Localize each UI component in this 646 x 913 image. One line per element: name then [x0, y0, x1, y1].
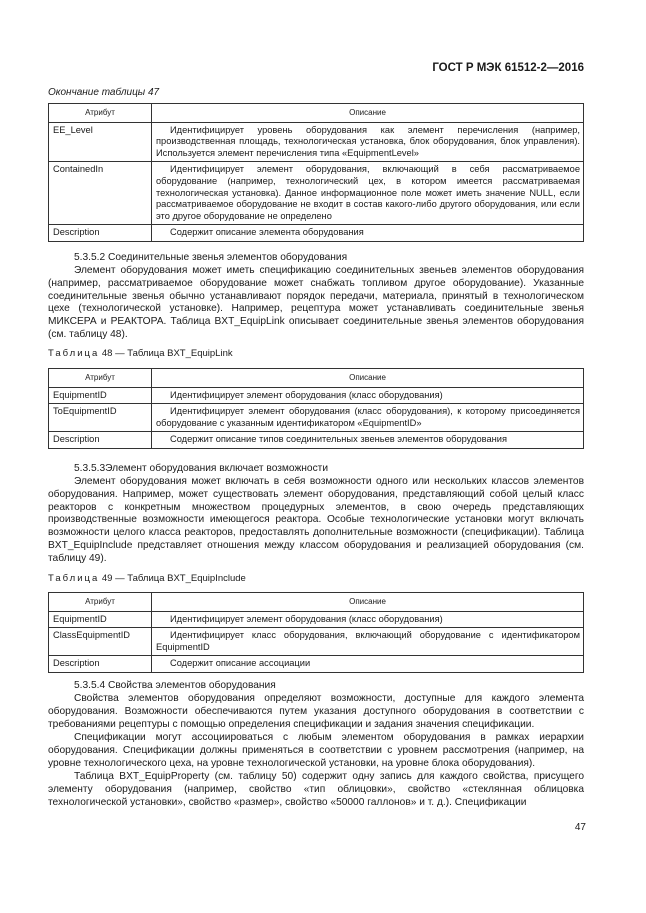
attr-cell: Description	[49, 432, 152, 449]
col-header-description: Описание	[152, 104, 584, 123]
desc-text: Идентифицирует элемент оборудования (класс оборудования)	[170, 613, 443, 624]
table-row	[49, 162, 584, 225]
table-48	[48, 368, 584, 449]
desc-text: Идентифицирует класс оборудования, включающий оборудование с идентификатором EquipmentID	[156, 630, 580, 652]
desc-text: Идентифицирует элемент оборудования, включающий в себя рассматриваемое оборудование (например, технологический цех, в котором имеется рассматриваемая технологическая установка). Данное информационное поле может иметь значение NULL, если рассматриваемое оборудование не входит в состав какого-либо другого оборудования, или если это другое оборудование не определено	[156, 164, 580, 221]
desc-cell	[152, 628, 584, 656]
desc-cell	[152, 122, 584, 162]
desc-cell	[152, 387, 584, 404]
table-header-row	[49, 369, 584, 388]
table-49-caption	[48, 573, 246, 584]
caption-text: 48 — Таблица BXT_EquipLink	[99, 348, 233, 359]
table-47	[48, 103, 584, 242]
section-heading-5352: 5.3.5.2 Соединительные звенья элементов оборудования	[74, 252, 348, 263]
table-row	[49, 432, 584, 449]
table-49	[48, 592, 584, 673]
section-heading-5353: 5.3.5.3Элемент оборудования включает возможности	[74, 463, 329, 474]
desc-cell	[152, 162, 584, 225]
table-continuation-label: Окончание таблицы 47	[48, 87, 160, 98]
desc-cell	[152, 404, 584, 432]
table-row	[49, 611, 584, 628]
attr-cell: Description	[49, 656, 152, 673]
desc-cell	[152, 432, 584, 449]
table-row	[49, 225, 584, 242]
desc-text: Содержит описание типов соединительных звеньев элементов оборудования	[170, 434, 507, 445]
section-text-5353: Элемент оборудования может включать в себя возможности одного или нескольких классов элементов оборудования. Например, может существовать элемент оборудования, представляющий собой целый класс реакторов с конкретным множеством процедурных элементов, в свою очередь представляющих производственные возможности имеющегося реактора. Особые технологические установки могут включать возможности целого класса реакторов, предоставлять дополнительные возможности (спецификации). Таблица BXT_EquipInclude представляет отношения между классом оборудования и реализацией оборудования (см. таблицу 49).	[48, 476, 584, 564]
caption-label: Таблица	[48, 573, 100, 584]
section-text-5354-p2: Спецификации могут ассоциироваться с любым элементом оборудования в рамках иерархии оборудования. Спецификации должны применяться в соответствии с уровнем рассмотрения (например, на уровне технологического цеха, на уровне технологической установки, на уровне блока оборудования).	[48, 732, 584, 769]
desc-cell	[152, 225, 584, 242]
caption-label: Таблица	[48, 348, 100, 359]
table-row	[49, 404, 584, 432]
desc-text: Идентифицирует элемент оборудования (класс оборудования), к которому присоединяется оборудование с указанным идентификатором «EquipmentID»	[156, 406, 580, 428]
attr-cell: ContainedIn	[49, 162, 152, 225]
desc-text: Идентифицирует уровень оборудования как элемент перечисления (например, производственная площадь, технологическая установка, блок оборудования, блок управления). Используется элемент перечисления типа «EquipmentLevel»	[156, 124, 580, 158]
section-text-5354-p3: Таблица BXT_EquipProperty (см. таблицу 50) содержит одну запись для каждого свойства, присущего элементу оборудования (например, свойство «тип облицовки», свойство «стеклянная облицовка технологической установки», свойство «размер», свойство «50000 галлонов» и т. д.). Спецификации	[48, 771, 584, 808]
attr-cell: EquipmentID	[49, 387, 152, 404]
attr-cell: EE_Level	[49, 122, 152, 162]
caption-text: 49 — Таблица BXT_EquipInclude	[99, 573, 246, 584]
table-row	[49, 122, 584, 162]
col-header-description: Описание	[152, 593, 584, 612]
desc-cell	[152, 656, 584, 673]
table-header-row	[49, 593, 584, 612]
table-row	[49, 628, 584, 656]
table-header-row	[49, 104, 584, 123]
section-text-5354-p1: Свойства элементов оборудования определяют возможности, доступные для каждого элемента оборудования. Возможности обеспечиваются путем указания доступного оборудования в соответствии с требованиями рецептуры с помощью определения спецификации и задания значения спецификации.	[48, 693, 584, 730]
col-header-attribute: Атрибут	[49, 593, 152, 612]
page-number: 47	[574, 822, 586, 833]
attr-cell: ToEquipmentID	[49, 404, 152, 432]
attr-cell: ClassEquipmentID	[49, 628, 152, 656]
attr-cell: Description	[49, 225, 152, 242]
table-row	[49, 656, 584, 673]
table-row	[49, 387, 584, 404]
desc-text: Содержит описание ассоциации	[170, 658, 311, 669]
desc-cell	[152, 611, 584, 628]
document-header: ГОСТ Р МЭК 61512-2—2016	[432, 62, 584, 74]
col-header-attribute: Атрибут	[49, 369, 152, 388]
section-text-5352: Элемент оборудования может иметь спецификацию соединительных звеньев элементов оборудования (например, рассматриваемое оборудование может снабжать топливом другое оборудование). Указанные соединительные звенья обычно устанавливают порядок передачи, материала, принятый в технологическом цехе (технологической установке). Например, рецептура может устанавливать соединительные звенья МИКСЕРА и РЕАКТОРА. Таблица BXT_EquipLink описывает соединительные звенья элементов оборудования (см. таблицу 48).	[48, 265, 584, 340]
col-header-attribute: Атрибут	[49, 104, 152, 123]
desc-text: Идентифицирует элемент оборудования (класс оборудования)	[170, 389, 443, 400]
desc-text: Содержит описание элемента оборудования	[170, 227, 364, 238]
attr-cell: EquipmentID	[49, 611, 152, 628]
table-48-caption	[48, 348, 233, 359]
col-header-description: Описание	[152, 369, 584, 388]
section-heading-5354: 5.3.5.4 Свойства элементов оборудования	[74, 680, 276, 691]
